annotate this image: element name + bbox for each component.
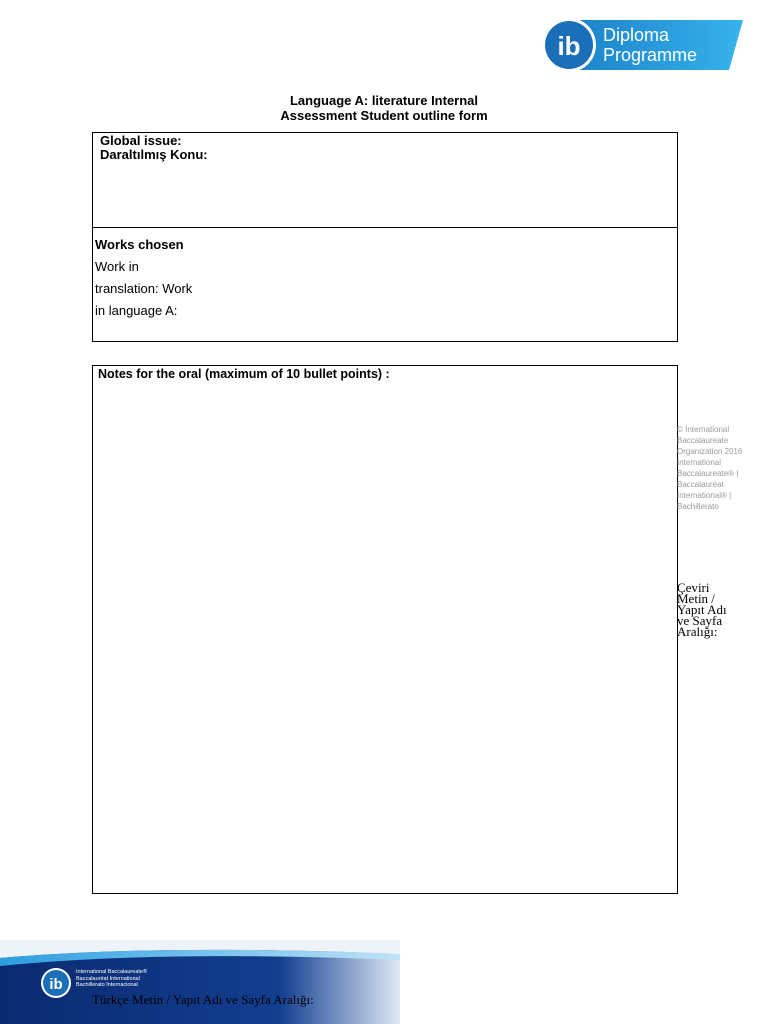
logo-line2: Programme — [603, 45, 698, 65]
ceviri-line: Çeviri — [677, 580, 710, 595]
notes-label: Notes for the oral (maximum of 10 bullet points) : — [98, 367, 390, 381]
daraltilmis-konu-label: Daraltılmış Konu: — [100, 147, 208, 162]
ceviri-line: Yapıt Adı — [677, 602, 727, 617]
footer-band — [0, 940, 400, 1024]
title-line1: Language A: literature Internal — [289, 93, 479, 108]
copyright-notice — [677, 424, 747, 512]
title-line2: Assessment Student outline form — [280, 108, 488, 123]
ib-diploma-logo — [541, 16, 743, 74]
ib-mark: ib — [557, 31, 581, 61]
logo-line1: Diploma — [603, 25, 670, 45]
turkce-metin-label: Türkçe Metin / Yapıt Adı ve Sayfa Aralığı: — [92, 992, 314, 1007]
copyright-line: Bachillerato — [677, 502, 719, 511]
footer-ib-line: Baccalauréat International — [76, 975, 140, 982]
footer-ib-text — [76, 969, 147, 989]
works-chosen-section[interactable] — [95, 234, 192, 322]
work-line-3: in language A: — [95, 303, 178, 318]
ceviri-line: ve Sayfa — [677, 613, 723, 628]
copyright-line: Baccalauréat — [677, 480, 724, 489]
box-divider — [93, 227, 677, 228]
copyright-line: International — [677, 458, 722, 467]
work-line-2: translation: Work — [95, 281, 193, 296]
works-chosen-label: Works chosen — [95, 237, 184, 252]
ceviri-line: Aralığı: — [677, 624, 718, 639]
topic-works-box — [92, 132, 678, 342]
copyright-line: Organization 2016 — [677, 447, 743, 456]
ceviri-line: Metin / — [677, 591, 715, 606]
footer-ib-line: Bachillerato Internacional — [76, 982, 138, 988]
global-issue-label: Global issue: — [100, 133, 182, 148]
work-line-1: Work in — [95, 259, 139, 274]
copyright-line: Baccalaureate — [677, 436, 729, 445]
copyright-line: Baccalaureate® | — [677, 469, 739, 478]
footer-ib-mark: ib — [49, 976, 63, 993]
ceviri-note — [677, 582, 747, 637]
global-issue-section[interactable] — [100, 134, 208, 162]
form-title — [0, 93, 768, 123]
oral-notes-box[interactable] — [92, 365, 678, 894]
copyright-line: International® | — [677, 491, 732, 500]
footer-ib-line: International Baccalaureate® — [76, 969, 148, 975]
copyright-line: © International — [677, 425, 730, 434]
